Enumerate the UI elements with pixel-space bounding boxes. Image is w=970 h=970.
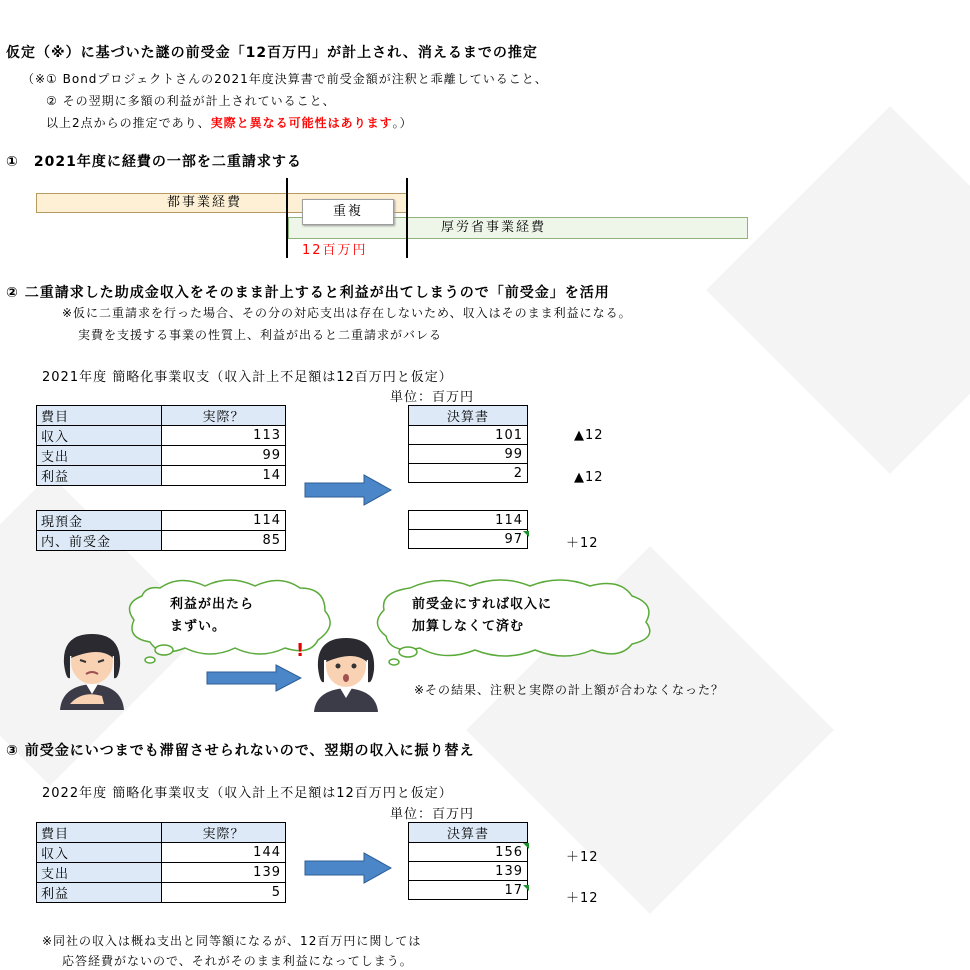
- table-row: [409, 881, 528, 900]
- row-label: 内、前受金: [37, 531, 162, 551]
- table-row: [37, 823, 286, 843]
- result-note: ※その結果、注釈と実際の計上額が合わなくなった？: [414, 683, 725, 697]
- table2021-unit: 単位：百万円: [390, 390, 475, 405]
- header-note-2: ② その翌期に多額の利益が計上されていること、: [46, 94, 336, 108]
- surprised-person-icon: [306, 634, 386, 712]
- page-title: 仮定（※）に基づいた謎の前受金「12百万円」が計上され、消えるまでの推定: [6, 45, 538, 61]
- table2022-statement: [408, 822, 528, 900]
- diff-prepaid-2021: ＋12: [566, 536, 599, 551]
- arrow-right-icon: [304, 852, 392, 884]
- table-row: [409, 823, 528, 843]
- arrow-right-icon: [304, 474, 392, 506]
- duplicate-label: 重複: [332, 204, 363, 219]
- row-value: 17: [409, 881, 528, 900]
- row-value: 2: [409, 464, 528, 483]
- row-label: 利益: [37, 466, 162, 486]
- table2021-statement: [408, 405, 528, 483]
- table-row: [37, 863, 286, 883]
- mhlw-expense-label: 厚労省事業経費: [441, 220, 547, 235]
- header-cell: 費目: [37, 823, 162, 843]
- row-value: 14: [162, 466, 286, 486]
- header-cell: 費目: [37, 406, 162, 426]
- row-value: 99: [162, 446, 286, 466]
- diff-profit-2022: ＋12: [566, 891, 599, 906]
- footnote-2: 応答経費がないので、それがそのまま利益になってしまう。: [62, 954, 413, 968]
- bubble-right-line: 加算しなくて済む: [412, 619, 525, 634]
- row-label: 利益: [37, 883, 162, 903]
- arrow-right-icon: [206, 664, 302, 692]
- bubble-left-line: まずい。: [170, 619, 227, 634]
- header-cell: 実際？: [162, 406, 286, 426]
- cell-marker: [523, 885, 529, 891]
- table-row: [37, 843, 286, 863]
- section1-heading: ① 2021年度に経費の一部を二重請求する: [6, 154, 302, 170]
- row-value: 99: [409, 445, 528, 464]
- bubble-left-line: 利益が出たら: [170, 597, 255, 612]
- table-row: [37, 406, 286, 426]
- row-label: 支出: [37, 446, 162, 466]
- header-note-3-text: 以上2点からの推定であり、: [46, 116, 211, 130]
- table2021-cash-statement: [408, 510, 528, 549]
- row-value: 139: [409, 862, 528, 881]
- table2021-cash-actual: [36, 510, 286, 551]
- row-value: 101: [409, 426, 528, 445]
- row-value: 144: [162, 843, 286, 863]
- section2-note-1: ※仮に二重請求を行った場合、その分の対応支出は存在しないため、収入はそのまま利益になる。: [62, 306, 632, 320]
- cell-marker: [523, 843, 529, 849]
- diff-profit-2021: ▲12: [574, 470, 604, 485]
- divider-line-left: [286, 178, 288, 258]
- table2022-actual: [36, 822, 286, 903]
- row-label: 現預金: [37, 511, 162, 531]
- row-value: 85: [162, 531, 286, 551]
- bubble-left-text: [170, 594, 254, 638]
- warning-text: 実際と異なる可能性はあります: [210, 116, 393, 130]
- table-row: [409, 511, 528, 530]
- section2-note-2: 実費を支援する事業の性質上、利益が出ると二重請求がバレる: [78, 328, 443, 342]
- duplicate-box: [302, 199, 394, 225]
- header-cell: 実際？: [162, 823, 286, 843]
- row-value: 139: [162, 863, 286, 883]
- row-label: 収入: [37, 426, 162, 446]
- footnote-1: ※同社の収入は概ね支出と同等額になるが、12百万円に関しては: [42, 934, 422, 948]
- table2021-title: 2021年度 簡略化事業収支（収入計上不足額は12百万円と仮定）: [42, 370, 453, 385]
- table-row: [37, 511, 286, 531]
- table-row: [37, 426, 286, 446]
- row-value: 97: [409, 530, 528, 549]
- table-row: [409, 426, 528, 445]
- table-row: [37, 446, 286, 466]
- bubble-right-text: [412, 594, 552, 638]
- exclaim-mark: !: [296, 640, 305, 661]
- header-cell: 決算書: [409, 823, 528, 843]
- header-note-1: （※① Bondプロジェクトさんの2021年度決算書で前受金額が注釈と乖離していること、: [22, 72, 548, 86]
- header-cell: 決算書: [409, 406, 528, 426]
- row-value: 156: [409, 843, 528, 862]
- table-row: [37, 466, 286, 486]
- table-row: [409, 843, 528, 862]
- section2-heading: ② 二重請求した助成金収入をそのまま計上すると利益が出てしまうので「前受金」を活用: [6, 285, 610, 301]
- table2022-title: 2022年度 簡略化事業収支（収入計上不足額は12百万円と仮定）: [42, 786, 453, 801]
- table2022-unit: 単位：百万円: [390, 807, 475, 822]
- table-row: [409, 406, 528, 426]
- header-note-3: [46, 114, 413, 131]
- table-row: [409, 464, 528, 483]
- worried-person-icon: [50, 628, 134, 710]
- tokyo-expense-label: 都事業経費: [167, 195, 243, 210]
- section3-heading: ③ 前受金にいつまでも滞留させられないので、翌期の収入に振り替え: [6, 743, 475, 759]
- row-value: 5: [162, 883, 286, 903]
- row-label: 支出: [37, 863, 162, 883]
- table-row: [409, 862, 528, 881]
- cell-marker: [523, 531, 529, 537]
- diff-income-2021: ▲12: [574, 428, 604, 443]
- table-row: [409, 445, 528, 464]
- table-row: [409, 530, 528, 549]
- divider-line-right: [406, 178, 408, 258]
- row-value: 114: [162, 511, 286, 531]
- duplicate-amount: 12百万円: [302, 243, 368, 258]
- background-shape: [706, 106, 970, 474]
- table-row: [37, 883, 286, 903]
- row-label: 収入: [37, 843, 162, 863]
- row-value: 113: [162, 426, 286, 446]
- table-row: [37, 531, 286, 551]
- bubble-right-line: 前受金にすれば収入に: [412, 597, 553, 612]
- warning-suffix: 。）: [392, 116, 413, 130]
- table2021-actual: [36, 405, 286, 486]
- diff-income-2022: ＋12: [566, 850, 599, 865]
- row-value: 114: [409, 511, 528, 530]
